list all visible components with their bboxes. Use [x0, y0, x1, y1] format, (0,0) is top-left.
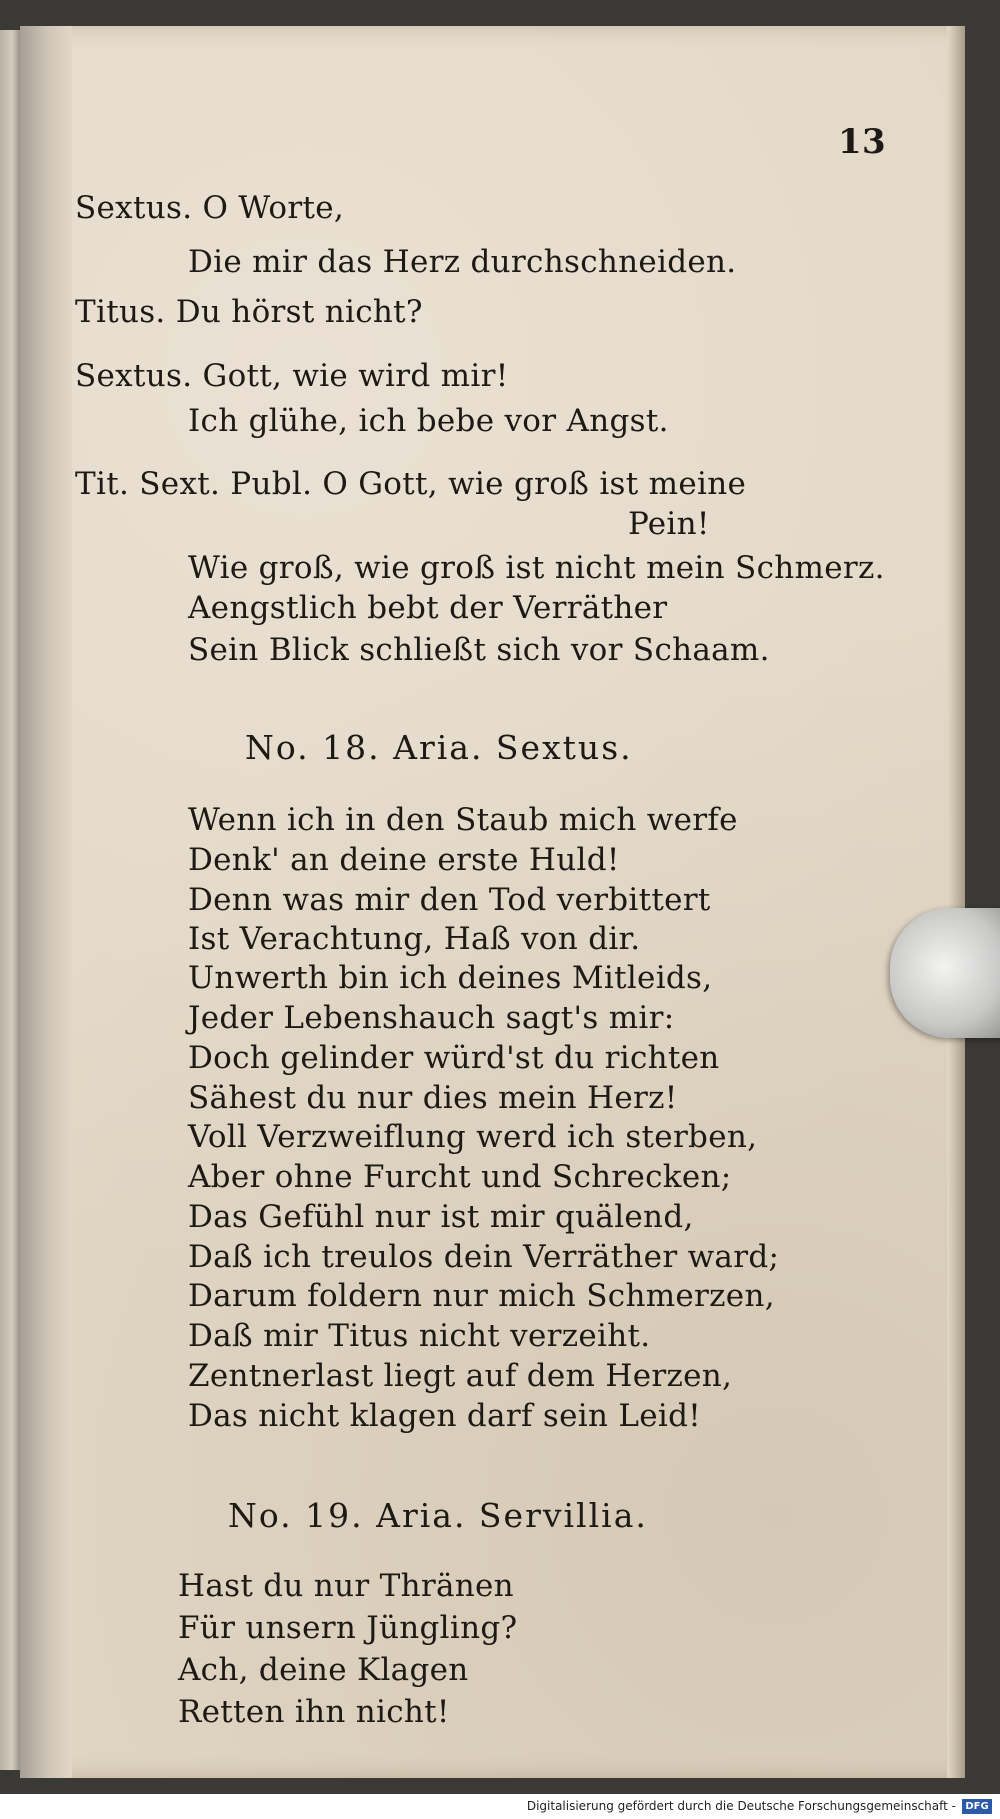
text-line: Voll Verzweiflung werd ich sterben, [188, 1119, 758, 1155]
text-line: Ist Verachtung, Haß von dir. [188, 921, 641, 957]
text-line: Pein! [628, 506, 710, 542]
text-line: Aengstlich bebt der Verräther [188, 590, 668, 626]
text-line: Retten ihn nicht! [178, 1694, 450, 1730]
text-line: Für unsern Jüngling? [178, 1610, 518, 1646]
text-line: Jeder Lebenshauch sagt's mir: [188, 1000, 675, 1036]
text-line: Darum foldern nur mich Schmerzen, [188, 1278, 775, 1314]
text-line: Sein Blick schließt sich vor Schaam. [188, 632, 770, 668]
page-number: 13 [838, 122, 886, 162]
footer-credit: Digitalisierung gefördert durch die Deutsche Forschungsgemeinschaft - [526, 1799, 956, 1813]
text-line: Wie groß, wie groß ist nicht mein Schmerz. [188, 550, 885, 586]
text-line: Die mir das Herz durchschneiden. [188, 244, 737, 280]
text-line: Sähest du nur dies mein Herz! [188, 1080, 678, 1116]
page-right-edge [947, 26, 965, 1778]
text-line: Wenn ich in den Staub mich werfe [188, 802, 738, 838]
dfg-logo: DFG [962, 1799, 992, 1814]
digitization-footer [0, 1794, 1000, 1819]
text-line: Denk' an deine erste Huld! [188, 842, 620, 878]
text-line: Titus. Du hörst nicht? [75, 294, 423, 330]
text-line: Hast du nur Thränen [178, 1568, 514, 1604]
text-line: Tit. Sext. Publ. O Gott, wie groß ist meine [75, 466, 747, 502]
aria-heading: No. 18. Aria. Sextus. [245, 728, 633, 767]
text-line: Doch gelinder würd'st du richten [188, 1040, 720, 1076]
text-line: Das nicht klagen darf sein Leid! [188, 1398, 702, 1434]
text-line: Zentnerlast liegt auf dem Herzen, [188, 1358, 733, 1394]
text-line: Ich glühe, ich bebe vor Angst. [188, 403, 669, 439]
text-line: Unwerth bin ich deines Mitleids, [188, 960, 713, 996]
text-line: Das Gefühl nur ist mir quälend, [188, 1199, 694, 1235]
text-line: Sextus. Gott, wie wird mir! [75, 358, 509, 394]
text-line: Aber ohne Furcht und Schrecken; [188, 1159, 732, 1195]
text-line: Sextus. O Worte, [75, 190, 345, 226]
aria-heading: No. 19. Aria. Servillia. [228, 1496, 648, 1535]
text-line: Denn was mir den Tod verbittert [188, 882, 711, 918]
text-line: Ach, deine Klagen [178, 1652, 469, 1688]
text-line: Daß ich treulos dein Verräther ward; [188, 1239, 780, 1275]
page-gutter [20, 26, 72, 1778]
text-line: Daß mir Titus nicht verzeiht. [188, 1318, 651, 1354]
page-clip-tab [890, 908, 1000, 1038]
book-left-edge [0, 30, 20, 1770]
